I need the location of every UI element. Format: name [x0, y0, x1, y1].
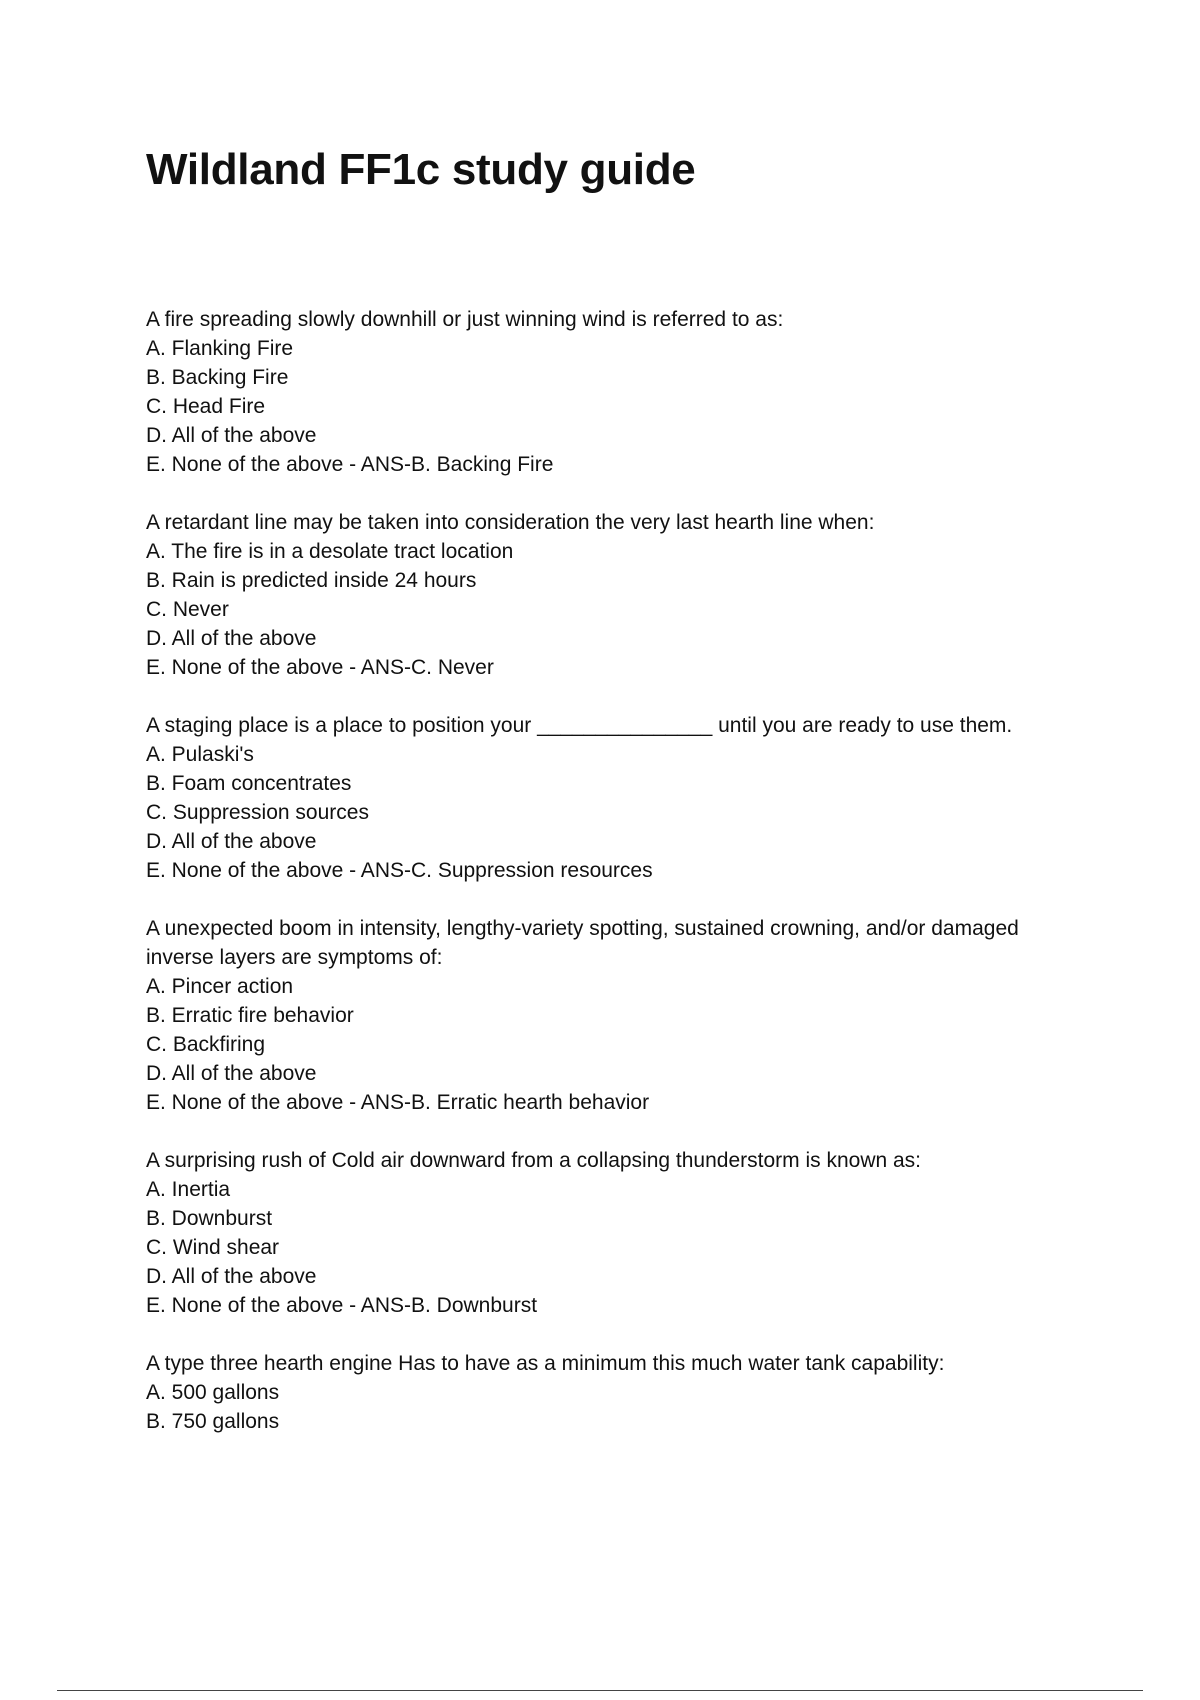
answer-option: B. Backing Fire	[146, 366, 289, 389]
question-item-2	[146, 508, 1086, 682]
answer-option: B. Downburst	[146, 1207, 273, 1230]
answer-option: A. The fire is in a desolate tract location	[146, 540, 514, 563]
answer-option: A. Pulaski's	[146, 743, 254, 766]
answer-option: A. 500 gallons	[146, 1381, 280, 1404]
answer-option: A. Inertia	[146, 1178, 231, 1201]
question-item-1	[146, 305, 1086, 479]
answer-option: C. Head Fire	[146, 395, 266, 418]
answer-option: B. Rain is predicted inside 24 hours	[146, 569, 477, 592]
answer-option: C. Backfiring	[146, 1033, 266, 1056]
answer-option: B. Foam concentrates	[146, 772, 352, 795]
answer-option: C. Suppression sources	[146, 801, 369, 824]
question-text: A surprising rush of Cold air downward from a collapsing thunderstorm is known as:	[146, 1149, 922, 1172]
answer-option: D. All of the above	[146, 1265, 317, 1288]
answer-option: B. 750 gallons	[146, 1410, 280, 1433]
answer-option: E. None of the above - ANS-B. Erratic hearth behavior	[146, 1091, 650, 1114]
question-list	[146, 305, 1086, 1465]
answer-option: A. Pincer action	[146, 975, 294, 998]
answer-option: C. Never	[146, 598, 229, 621]
question-text: A retardant line may be taken into consideration the very last hearth line when:	[146, 511, 875, 534]
answer-option: B. Erratic fire behavior	[146, 1004, 354, 1027]
answer-option: E. None of the above - ANS-B. Backing Fire	[146, 453, 554, 476]
answer-option: D. All of the above	[146, 627, 317, 650]
answer-option: E. None of the above - ANS-C. Suppression resources	[146, 859, 653, 882]
question-item-4	[146, 914, 1086, 1117]
answer-option: A. Flanking Fire	[146, 337, 294, 360]
footer-divider	[57, 1690, 1143, 1691]
question-text: A fire spreading slowly downhill or just winning wind is referred to as:	[146, 308, 784, 331]
question-item-6	[146, 1349, 1086, 1436]
question-text: A staging place is a place to position your _______________ until you are ready to use them.	[146, 714, 1013, 737]
question-item-3	[146, 711, 1086, 885]
answer-option: D. All of the above	[146, 830, 317, 853]
answer-option: E. None of the above - ANS-C. Never	[146, 656, 494, 679]
question-text: A type three hearth engine Has to have as a minimum this much water tank capability:	[146, 1352, 945, 1375]
question-text: A unexpected boom in intensity, lengthy-variety spotting, sustained crowning, and/or damaged inverse layers are symptoms of:	[146, 917, 1019, 969]
answer-option: D. All of the above	[146, 1062, 317, 1085]
answer-option: E. None of the above - ANS-B. Downburst	[146, 1294, 538, 1317]
document-title: Wildland FF1c study guide	[146, 145, 696, 194]
answer-option: D. All of the above	[146, 424, 317, 447]
question-item-5	[146, 1146, 1086, 1320]
answer-option: C. Wind shear	[146, 1236, 280, 1259]
